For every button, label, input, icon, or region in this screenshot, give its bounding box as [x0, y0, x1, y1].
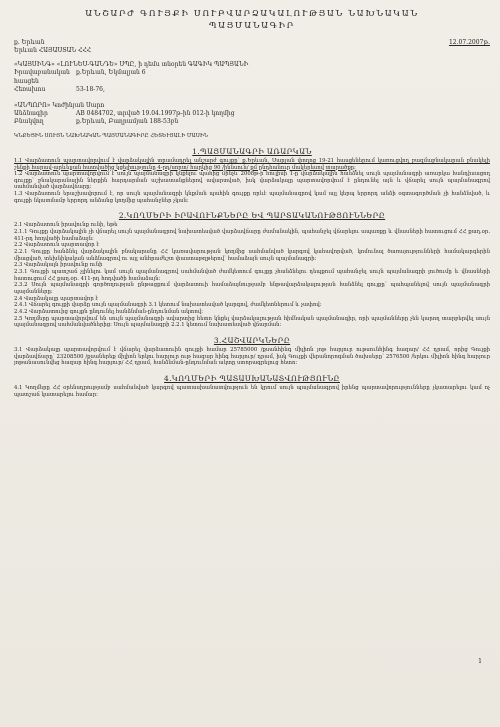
page-number: 1 — [478, 658, 482, 665]
preamble-note: ԿՆՔԵՑԻՆ ՍՈՒՅՆ ՆԱԽՆԱԿԱՆ ՊԱՅՄԱՆԱԳԻՐԸ ՀԵՏԵՒՅԱԼԻ ՄԱՍԻՆ — [14, 132, 208, 139]
clause-paragraph: 2.5 Կողմերը պարտավորվում են սույն պայմանագրի ավարտից հետո կնքել վարձակալության հիմնական պայմանագիր, որի պայմանները չեն կարող տարբերվել սույն պայմանագրով սահմանվածներից: Սույն պայմանագրի 2.2.1 կետում նախատեսված վճարման: — [14, 315, 490, 329]
clause-paragraph: 4.1 Կողմերը ՀՀ օրենսդրությամբ սահմանված կարգով պատասխանատվություն են կրում սույն պայմանագրով իրենց պարտավորությունները չկատարելու կամ ոչ պատշաճ կատարելու համար: — [14, 384, 490, 398]
clause-paragraph: 2.3.2 Սույն պայմանագրի գործողության ընթացքում վարձատուի համաձայնությամբ ենթավարձակալության հանձնել գույքը՝ պահպանելով սույն պայմանագրի պայմանները: — [14, 282, 490, 295]
clause-paragraph: 2.4 Վարձակալը պարտավոր է — [14, 295, 99, 302]
party-tenant-name: «ԱՆՊՈՐՈ» Կոժինյան Սարո — [14, 101, 105, 109]
clause-paragraph: 2.4.2 Վարձատուից գույքն ընդունել հանձնման-ընդունման ակտով: — [14, 308, 203, 315]
header-city-sub: Երևան ՀԱՅԱՍՏԱՆ ՀՀՀ — [14, 46, 92, 54]
document-subtitle: ՊԱՅՄԱՆԱԳԻՐ — [209, 21, 295, 31]
party-landlord — [14, 61, 490, 95]
clause-paragraph: 2.4.1 Վճարել գույքի վարձը սույն պայմանագրի 3.1 կետում նախատեսված կարգով, ժամկետներում և չափով: — [14, 302, 322, 309]
clause-paragraph: 2.3 Վարձակալն իրավունք ունի — [14, 262, 103, 269]
row-value: 53-18-76, — [76, 86, 105, 94]
row-label: Իրավաբանական հասցեն — [14, 69, 70, 85]
section-heading: 2.ԿՈՂՄԵՐԻ ԻՐԱՎՈՒՆՔՆԵՐԸ ԵՎ ՊԱՐՏԱԿԱՆՈՒԹՅՈՒՆՆԵՐԸ — [118, 211, 386, 221]
party-landlord-name: «ԿԱՅՍԻՆԳ» «ԼՈՒՆԵՍ-ԳԱՆԴԵ» ՍՊԸ, ի դեմս տնօրեն ԳԱԳԻԿ ՊԱՊՅԱՆԻ — [14, 61, 249, 68]
header-city: ք. Երևան — [14, 39, 45, 46]
clause-paragraph: 1.3 Վարձատուն երաշխավորում է, որ սույն պայմանագրի կնքման պահին գույքը որևէ պայմանագրով կամ այլ կերպ երրորդ անձի օգտագործման չի հանձնված, և գույքի նկատմամբ երրորդ անձանց կողմից պահանջներ չկան: — [14, 191, 490, 204]
section-heading: 4.ԿՈՂՄԵՐԻ ՊԱՏԱՍԽԱՆԱՏՎՈՒԹՅՈՒՆԸ — [164, 373, 340, 383]
contract-sections — [14, 147, 490, 398]
clause-paragraph: 2.3.1 Գույքի պատշաճ չլինելու կամ սույն պայմանագրով սահմանված ժամկետում գույքը չհանձնելու դեպքում պահանջել սույն պայմանագրի լուծումը և վնասների հատուցում ՀՀ քաղ.օր. 411-րդ հոդվածի համաձայն: — [14, 269, 490, 282]
section-heading: 1.ՊԱՅՄԱՆԱԳՐԻ ԱՌԱՐԿԱՆ — [192, 146, 312, 156]
row-label: Անձնագիր — [14, 110, 48, 118]
party-tenant-row — [14, 118, 490, 126]
section-heading: 3.ՀԱՇՎԱՐԿՆԵՐԸ — [213, 335, 291, 345]
document-header — [14, 39, 490, 54]
party-landlord-row — [14, 69, 490, 86]
row-label: Բնակվող — [14, 118, 44, 126]
row-label: Հեռախոս — [14, 86, 46, 94]
clause-paragraph: 1.2 Վարձատուն պարտավորվում է սույն պայմանագրի կնքելու պահից մինչև 2008թ-ի հուլիսի 1-ը վարձակալին հանձնել սույն պայմանագրի առարկա հանդիսացող գույքը՝ բնակարանային ներքին հարդարման աշխատանքներով ավարտված, իսկ վարձակալը պարտավորվում է ընդունել այն և վճարել սույն պայմանագրով սահմանված վարձավճարը: — [14, 171, 490, 191]
row-value: ք.Երևան, Եկմալյան 6 — [76, 69, 146, 77]
clause-paragraph: 3.1 Վարձակալը պարտավորվում է վճարել վարձատուին գույքի համար 25785000 /քսանհինգ միլիոն յոթ հարյուր ութսունհինգ հազար/ ՀՀ դրամ, որից Գույքի վարձավճարը՝ 23208500 /քսաներեք միլիոն երկու հարյուր ութ հազար հինգ հարյուր/ դրամ, իսկ Գույքի վերանորոգման ծախսերը՝ 2576500 /երկու միլիոն հինգ հարյուր յոթանասունվեց հազար հինգ հարյուր/ ՀՀ դրամ, հանձնման-ընդունման ակտը ստորագրելուց հետո: — [14, 346, 490, 367]
header-place — [14, 39, 91, 54]
row-value: ք.Երևան, Բաղրամյան 188-53բն — [76, 118, 179, 126]
party-landlord-row — [14, 86, 490, 94]
clause-paragraph: 2.2 Վարձատուն պարտավոր է — [14, 242, 100, 249]
document-title: ԱՆՇԱՐԺ ԳՈՒՅՔԻ ՍՈՒԲՎԱՐՁԱԿԱԼՈՒԹՅԱՆ ՆԱԽՆԱԿԱՆ — [85, 9, 419, 19]
party-tenant-row — [14, 110, 490, 118]
clause-paragraph: 1.1 Վարձատուն պարտավորվում է վարձակալին տրամադրել անշարժ գույքը՝ ք.Երևան, Սարյան փողոց 19-21 հասցեներում կառուցվող բազմաբնակարան բնակելի շենքի հարավ-արևելյան հատվածից կցելիությունը 4-րդ/սորտ/ հարկից 90 /իննսուն/ քմ ընդհանուր մակերեսով տարածքը: — [14, 157, 490, 171]
row-value: AB 0484702, տրված 19.04.1997թ-ին 012-ի կողմից — [76, 110, 235, 118]
clause-paragraph: 2.1.1 Գույքը վարձակալին չի վճարել սույն պայմանագրով նախատեսված վարձավճարը ժամանակին, պահանջել վճարելու ապառքը և վնասների հատուցում ՀՀ քաղ.օր. 411-րդ հոդվածի համաձայն: — [14, 229, 490, 242]
clause-paragraph: 2.2.1 Գույքը հանձնել վարձակալին բնակարանը ՀՀ կառավարության կողմից սահմանված կարգով կահավորված, կոմունալ ծառայությունների համակարգերին միացված, տեխնիկական անձնագրով ու այլ անհրաժեշտ փաստաթղթերով՝ համաձայն սույն պայմանագրի: — [14, 249, 490, 262]
header-date: 12.07.2007թ. — [448, 39, 490, 46]
clause-paragraph: 2.1 Վարձատուն իրավունք ունի, եթե — [14, 222, 118, 229]
party-tenant — [14, 102, 490, 127]
